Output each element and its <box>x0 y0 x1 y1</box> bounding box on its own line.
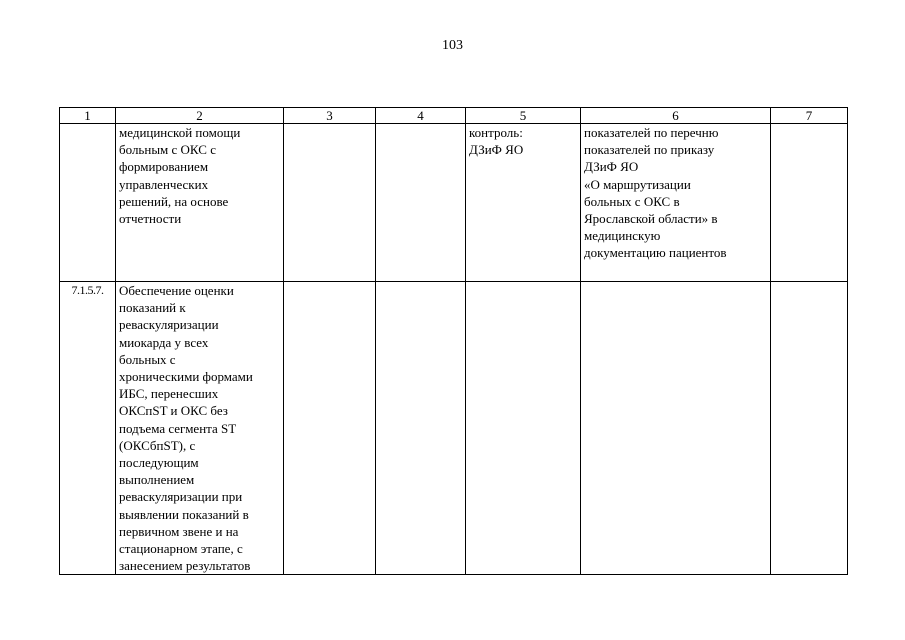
column-7-cell <box>771 124 848 282</box>
table-row <box>60 282 848 575</box>
column-3-cell <box>284 282 376 575</box>
table-header-row <box>60 108 848 124</box>
column-header-3: 3 <box>284 108 376 124</box>
page-number: 103 <box>442 38 463 53</box>
column-4-cell <box>376 282 466 575</box>
control-text: контроль: ДЗиФ ЯО <box>469 125 524 158</box>
indicators-cell <box>581 282 771 575</box>
column-header-5: 5 <box>466 108 581 124</box>
control-cell <box>466 282 581 575</box>
column-header-6: 6 <box>581 108 771 124</box>
column-7-cell <box>771 282 848 575</box>
description-cell <box>116 282 284 575</box>
column-header-1: 1 <box>60 108 116 124</box>
row-number-cell <box>60 282 116 575</box>
row-number: 7.1.5.7. <box>71 283 104 297</box>
measure-description: Обеспечение оценки показаний к реваскуляризации миокарда у всех больных с хроническими формами ИБС, перенесших ОКСпST и ОКС без подъема сегмента ST (ОКСбпST), с последующим выполнением реваскуляризации при выявлении показаний в первичном звене и на стационарном этапе, с занесением результатов <box>119 283 253 574</box>
description-cell <box>116 124 284 282</box>
measure-description: медицинской помощи больным с ОКС с формированием управленческих решений, на основе отчетности <box>119 125 241 227</box>
indicators-text: показателей по перечню показателей по приказу ДЗиФ ЯО «О маршрутизации больных с ОКС в Ярославской области» в медицинскую документацию пациентов <box>584 125 727 261</box>
column-header-4: 4 <box>376 108 466 124</box>
table-row <box>60 124 848 282</box>
measures-table <box>59 107 848 575</box>
control-cell <box>466 124 581 282</box>
indicators-cell <box>581 124 771 282</box>
column-header-7: 7 <box>771 108 848 124</box>
row-number-cell <box>60 124 116 282</box>
column-4-cell <box>376 124 466 282</box>
column-3-cell <box>284 124 376 282</box>
column-header-2: 2 <box>116 108 284 124</box>
